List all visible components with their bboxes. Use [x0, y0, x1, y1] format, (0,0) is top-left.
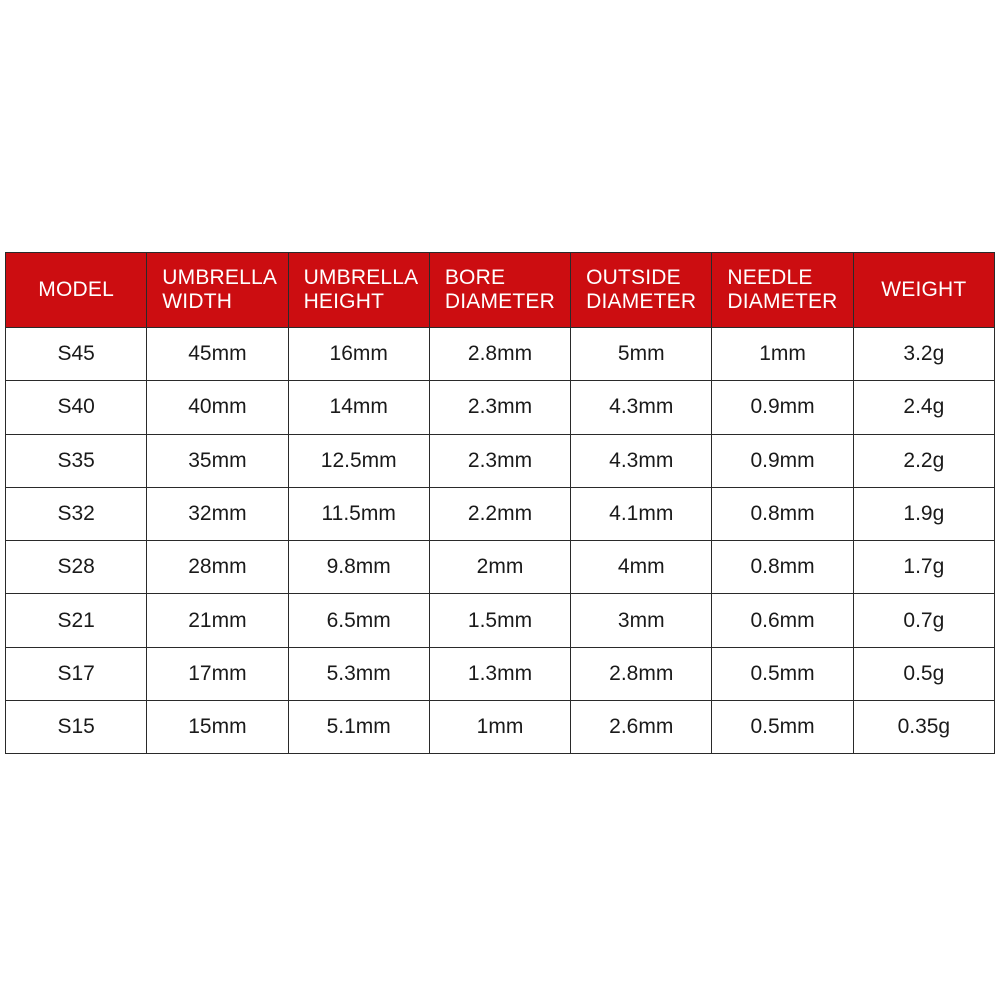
table-row — [6, 434, 995, 487]
cell-umbrella-height: 12.5mm — [288, 434, 429, 487]
table-row — [6, 381, 995, 434]
column-header-model — [6, 253, 147, 328]
cell-weight: 3.2g — [853, 328, 994, 381]
column-header-label: UMBRELLA — [303, 266, 419, 289]
table-row — [6, 647, 995, 700]
cell-model: S21 — [6, 594, 147, 647]
cell-umbrella-width: 21mm — [147, 594, 288, 647]
cell-model: S15 — [6, 701, 147, 754]
column-header-outside-diameter — [571, 253, 712, 328]
table-row — [6, 541, 995, 594]
column-header-label: BORE — [444, 266, 506, 289]
column-header-weight — [853, 253, 994, 328]
cell-outside-diameter: 4.3mm — [571, 381, 712, 434]
cell-model: S28 — [6, 541, 147, 594]
cell-weight: 1.9g — [853, 487, 994, 540]
table-body — [6, 328, 995, 754]
cell-outside-diameter: 4.3mm — [571, 434, 712, 487]
column-header-label: NEEDLE — [727, 266, 813, 289]
column-header-umbrella-height — [288, 253, 429, 328]
cell-needle-diameter: 0.9mm — [712, 381, 853, 434]
cell-bore-diameter: 1.5mm — [429, 594, 570, 647]
cell-umbrella-height: 5.3mm — [288, 647, 429, 700]
cell-umbrella-height: 11.5mm — [288, 487, 429, 540]
cell-umbrella-height: 9.8mm — [288, 541, 429, 594]
cell-outside-diameter: 3mm — [571, 594, 712, 647]
cell-bore-diameter: 2.3mm — [429, 381, 570, 434]
column-header-needle-diameter — [712, 253, 853, 328]
cell-needle-diameter: 0.9mm — [712, 434, 853, 487]
column-header-label: UMBRELLA — [162, 266, 278, 289]
cell-umbrella-width: 15mm — [147, 701, 288, 754]
cell-model: S35 — [6, 434, 147, 487]
column-header-label: DIAMETER — [444, 290, 555, 313]
column-header-bore-diameter — [429, 253, 570, 328]
header-row — [6, 253, 995, 328]
cell-weight: 2.4g — [853, 381, 994, 434]
cell-umbrella-height: 5.1mm — [288, 701, 429, 754]
cell-weight: 0.5g — [853, 647, 994, 700]
cell-weight: 1.7g — [853, 541, 994, 594]
table-row — [6, 487, 995, 540]
cell-model: S40 — [6, 381, 147, 434]
table-header — [6, 253, 995, 328]
spec-table — [5, 252, 995, 754]
cell-bore-diameter: 2.2mm — [429, 487, 570, 540]
cell-needle-diameter: 0.8mm — [712, 541, 853, 594]
cell-umbrella-width: 32mm — [147, 487, 288, 540]
cell-outside-diameter: 2.6mm — [571, 701, 712, 754]
cell-bore-diameter: 1.3mm — [429, 647, 570, 700]
table-row — [6, 701, 995, 754]
cell-needle-diameter: 1mm — [712, 328, 853, 381]
table-row — [6, 594, 995, 647]
column-header-label: DIAMETER — [586, 290, 697, 313]
column-header-label: WIDTH — [162, 290, 233, 313]
cell-umbrella-width: 40mm — [147, 381, 288, 434]
cell-umbrella-width: 28mm — [147, 541, 288, 594]
cell-umbrella-width: 45mm — [147, 328, 288, 381]
cell-weight: 0.35g — [853, 701, 994, 754]
cell-bore-diameter: 2.8mm — [429, 328, 570, 381]
cell-bore-diameter: 1mm — [429, 701, 570, 754]
cell-umbrella-width: 35mm — [147, 434, 288, 487]
cell-umbrella-height: 6.5mm — [288, 594, 429, 647]
cell-needle-diameter: 0.5mm — [712, 647, 853, 700]
table-row — [6, 328, 995, 381]
cell-weight: 2.2g — [853, 434, 994, 487]
column-header-label: DIAMETER — [727, 290, 838, 313]
cell-model: S32 — [6, 487, 147, 540]
cell-model: S45 — [6, 328, 147, 381]
cell-model: S17 — [6, 647, 147, 700]
cell-bore-diameter: 2.3mm — [429, 434, 570, 487]
column-header-umbrella-width — [147, 253, 288, 328]
cell-needle-diameter: 0.6mm — [712, 594, 853, 647]
cell-umbrella-height: 14mm — [288, 381, 429, 434]
cell-outside-diameter: 5mm — [571, 328, 712, 381]
column-header-label: MODEL — [38, 278, 114, 301]
column-header-label: OUTSIDE — [586, 266, 681, 289]
cell-needle-diameter: 0.5mm — [712, 701, 853, 754]
cell-outside-diameter: 4mm — [571, 541, 712, 594]
column-header-label: WEIGHT — [881, 278, 967, 301]
cell-bore-diameter: 2mm — [429, 541, 570, 594]
cell-umbrella-width: 17mm — [147, 647, 288, 700]
column-header-label: HEIGHT — [303, 290, 385, 313]
cell-weight: 0.7g — [853, 594, 994, 647]
cell-outside-diameter: 4.1mm — [571, 487, 712, 540]
cell-outside-diameter: 2.8mm — [571, 647, 712, 700]
cell-umbrella-height: 16mm — [288, 328, 429, 381]
cell-needle-diameter: 0.8mm — [712, 487, 853, 540]
